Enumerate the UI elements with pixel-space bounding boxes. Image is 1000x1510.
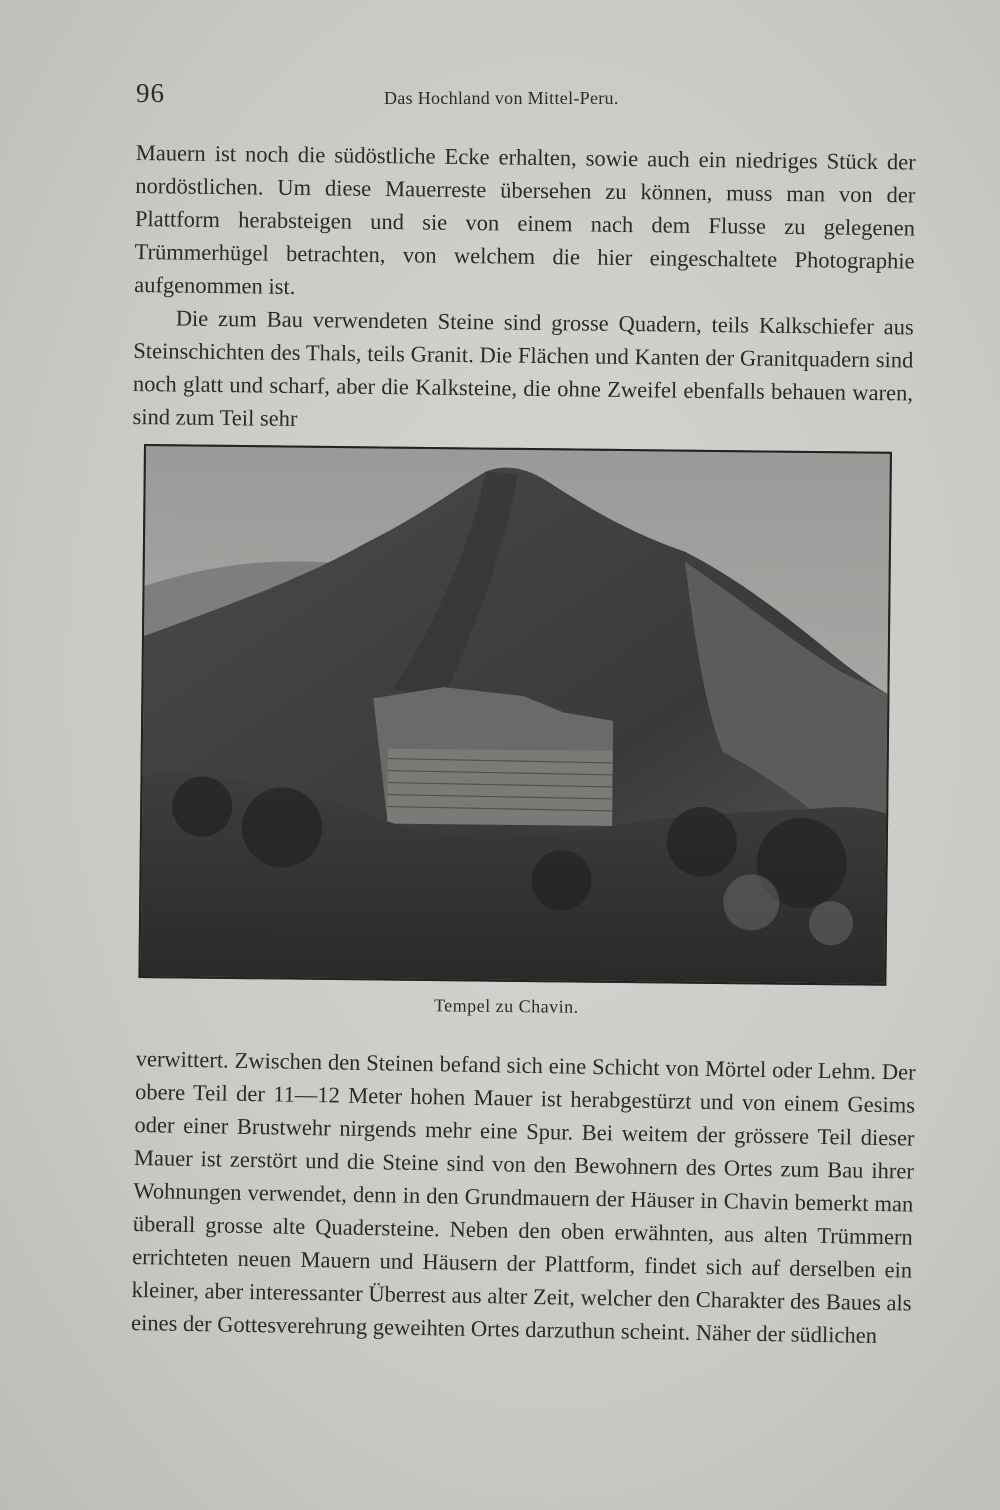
page-header: [136, 78, 916, 118]
temple-photo-illustration: [140, 446, 890, 984]
paragraph: Mauern ist noch die südöstliche Ecke erhalten, sowie auch ein niedriges Stück der nordöstlichen. Um diese Mauerreste übersehen zu können, muss man von der Plattform herabsteigen und sie von einem nach dem Flusse zu gelegenen Trümmerhügel betrachten, von welchem die hier eingeschaltete Photographie aufgenommen ist.: [134, 139, 916, 299]
paragraph: Die zum Bau verwendeten Steine sind grosse Quadern, teils Kalkschiefer aus Steinschichten des Thals, teils Granit. Die Flächen und Kanten der Granitquadern sind noch glatt und scharf, aber die Kalksteine, die ohne Zweifel ebenfalls behauen waren, sind zum Teil sehr: [132, 305, 914, 431]
body-text-bottom: [131, 1042, 916, 1353]
page-number: 96: [136, 78, 165, 108]
photograph-temple: [138, 444, 892, 986]
paragraph: verwittert. Zwischen den Steinen befand sich eine Schicht von Mörtel oder Lehm. Der obere Teil der 11—12 Meter hohen Mauer ist herabgestürzt und von einem Gesims oder einer Brustwehr nirgends mehr eine Spur. Bei weitem der grössere Teil dieser Mauer ist zerstört und die Steine sind von den Bewohnern des Ortes zum Bau ihrer Wohnungen verwendet, denn in den Grundmauern der Häuser in Chavin bemerkt man überall grosse alte Quadersteine. Neben den oben erwähnten, aus alten Trümmern errichteten neuen Mauern und Häusern der Plattform, findet sich auf derselben ein kleiner, aber interessanter Überrest aus alter Zeit, welcher den Charakter des Baues als eines der Gottesverehrung geweihten Ortes darzuthun scheint. Näher der südlichen: [130, 1045, 916, 1348]
running-head: Das Hochland von Mittel-Peru.: [384, 88, 619, 108]
body-text-top: [132, 136, 916, 443]
figure-caption: Tempel zu Chavin.: [433, 995, 579, 1017]
